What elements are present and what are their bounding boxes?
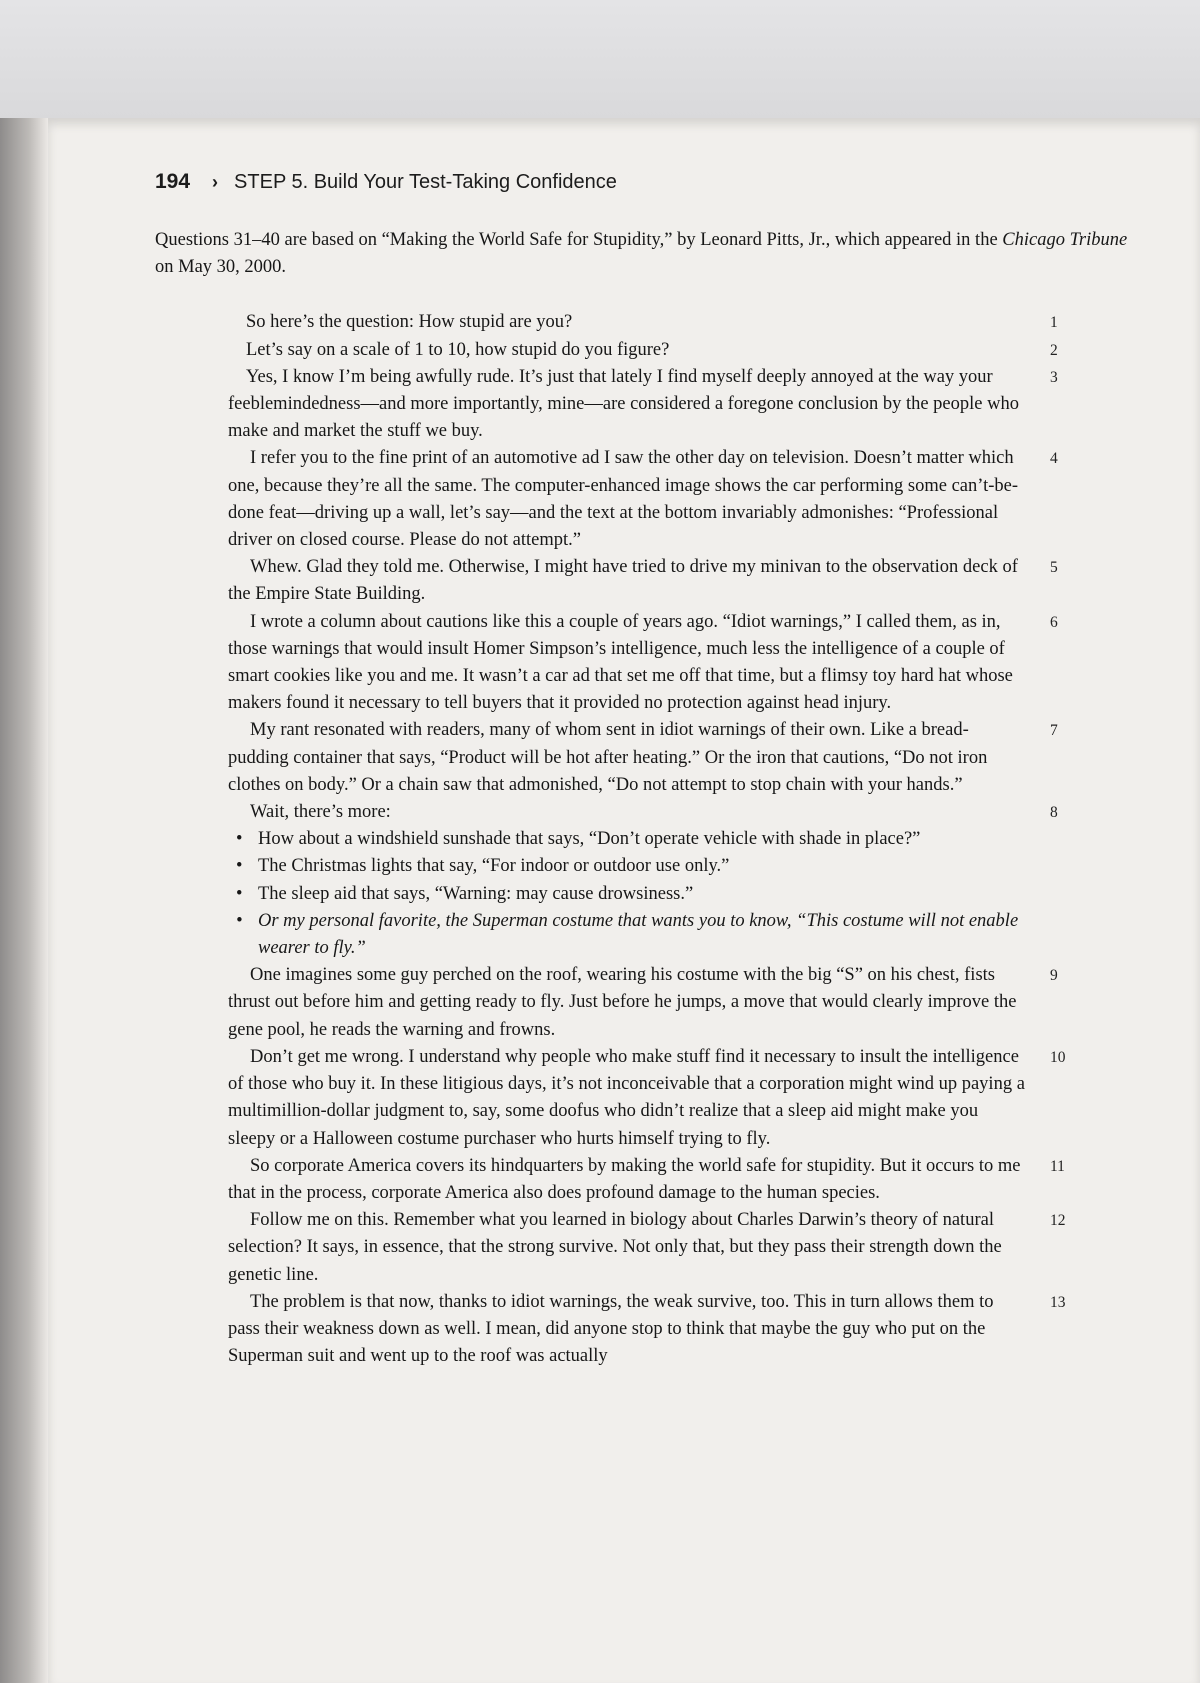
- line-number: 12: [1050, 1212, 1066, 1230]
- publication-title: Chicago Tribune: [1002, 230, 1128, 250]
- top-background: [0, 0, 1200, 118]
- paragraph: I refer you to the fine print of an automotive ad I saw the other day on television. Doesn’t matter which one, because they’re all the same. The computer-enhanced image shows the car performing some can’t-be-done feat—driving up a wall, let’s say—and the text at the bottom invariably admonishes: “Professional driver on closed course. Please do not attempt.” 4: [228, 445, 1028, 554]
- line-number: 3: [1050, 368, 1058, 386]
- line-number: 4: [1050, 450, 1058, 468]
- list-item: • The Christmas lights that say, “For indoor or outdoor use only.”: [228, 853, 1028, 880]
- paragraph: Follow me on this. Remember what you learned in biology about Charles Darwin’s theory of natural selection? It says, in essence, that the strong survive. Not only that, but they pass their strength down the genetic line. 12: [228, 1207, 1028, 1289]
- paragraph: Whew. Glad they told me. Otherwise, I might have tried to drive my minivan to the observation deck of the Empire State Building. 5: [228, 554, 1028, 608]
- line-number: 2: [1050, 341, 1058, 359]
- paragraph: The problem is that now, thanks to idiot warnings, the weak survive, too. This in turn allows them to pass their weakness down as well. I mean, did anyone stop to think that maybe the guy who put on the Superman suit and went up to the roof was actually 13: [228, 1289, 1028, 1371]
- paragraph: One imagines some guy perched on the roof, wearing his costume with the big “S” on his chest, fists thrust out before him and getting ready to fly. Just before he jumps, a move that would clearly improve the gene pool, he reads the warning and frowns. 9: [228, 962, 1028, 1044]
- list-item: • The sleep aid that says, “Warning: may cause drowsiness.”: [228, 881, 1028, 908]
- line-number: 13: [1050, 1293, 1066, 1311]
- bullet-icon: •: [236, 856, 243, 877]
- chevron-right-icon: ›: [212, 172, 219, 192]
- line-number: 5: [1050, 559, 1058, 577]
- paragraph: Yes, I know I’m being awfully rude. It’s just that lately I find myself deeply annoyed at the way your feeblemindedness—and more importantly, mine—are considered a foregone conclusion by the people who make and market the stuff we buy. 3: [228, 364, 1028, 446]
- line-number: 10: [1050, 1048, 1066, 1066]
- line-number: 7: [1050, 722, 1058, 740]
- bullet-icon: •: [236, 829, 243, 850]
- bullet-icon: •: [236, 883, 243, 904]
- paragraph: So corporate America covers its hindquarters by making the world safe for stupidity. But it occurs to me that in the process, corporate America also does profound damage to the human species. 11: [228, 1153, 1028, 1207]
- paragraph: So here’s the question: How stupid are you? 1: [228, 309, 1028, 336]
- list-item: • How about a windshield sunshade that says, “Don’t operate vehicle with shade in place?”: [228, 826, 1028, 853]
- chapter-title: STEP 5. Build Your Test-Taking Confidence: [234, 171, 617, 193]
- passage-intro: Questions 31–40 are based on “Making the World Safe for Stupidity,” by Leonard Pitts, Jr., which appeared in the Chicago Tribune on May 30, 2000.: [155, 230, 1128, 278]
- list-item: • Or my personal favorite, the Superman costume that wants you to know, “This costume will not enable wearer to fly.”: [228, 908, 1028, 962]
- paragraph: My rant resonated with readers, many of whom sent in idiot warnings of their own. Like a bread-pudding container that says, “Product will be hot after heating.” Or the iron that cautions, “Do not iron clothes on body.” Or a chain saw that admonished, “Do not attempt to stop chain with your hands.” 7: [228, 717, 1028, 799]
- bullet-icon: •: [236, 910, 243, 931]
- warning-list: [228, 826, 1028, 962]
- page-header: [155, 170, 617, 200]
- line-number: 11: [1050, 1157, 1065, 1175]
- line-number: 9: [1050, 967, 1058, 985]
- paragraph: Don’t get me wrong. I understand why people who make stuff find it necessary to insult the intelligence of those who buy it. In these litigious days, it’s not inconceivable that a corporation might wind up paying a multimillion-dollar judgment to, say, some doofus who didn’t realize that a sleep aid might make you sleepy or a Halloween costume purchaser who hurts himself trying to fly. 10: [228, 1044, 1028, 1153]
- line-number: 8: [1050, 804, 1058, 822]
- paragraph: I wrote a column about cautions like this a couple of years ago. “Idiot warnings,” I called them, as in, those warnings that would insult Homer Simpson’s intelligence, much less the intelligence of a couple of smart cookies like you and me. It wasn’t a car ad that set me off that time, but a flimsy toy hard hat whose makers found it necessary to tell buyers that it provided no protection against head injury. 6: [228, 609, 1028, 718]
- page-number: 194: [155, 170, 191, 193]
- line-number: 1: [1050, 314, 1058, 332]
- passage: [155, 227, 1135, 1370]
- binding-shadow: [0, 118, 48, 1683]
- paragraph: Let’s say on a scale of 1 to 10, how stupid do you figure? 2: [228, 337, 1028, 364]
- paragraph: Wait, there’s more: 8: [228, 799, 1028, 826]
- line-number: 6: [1050, 613, 1058, 631]
